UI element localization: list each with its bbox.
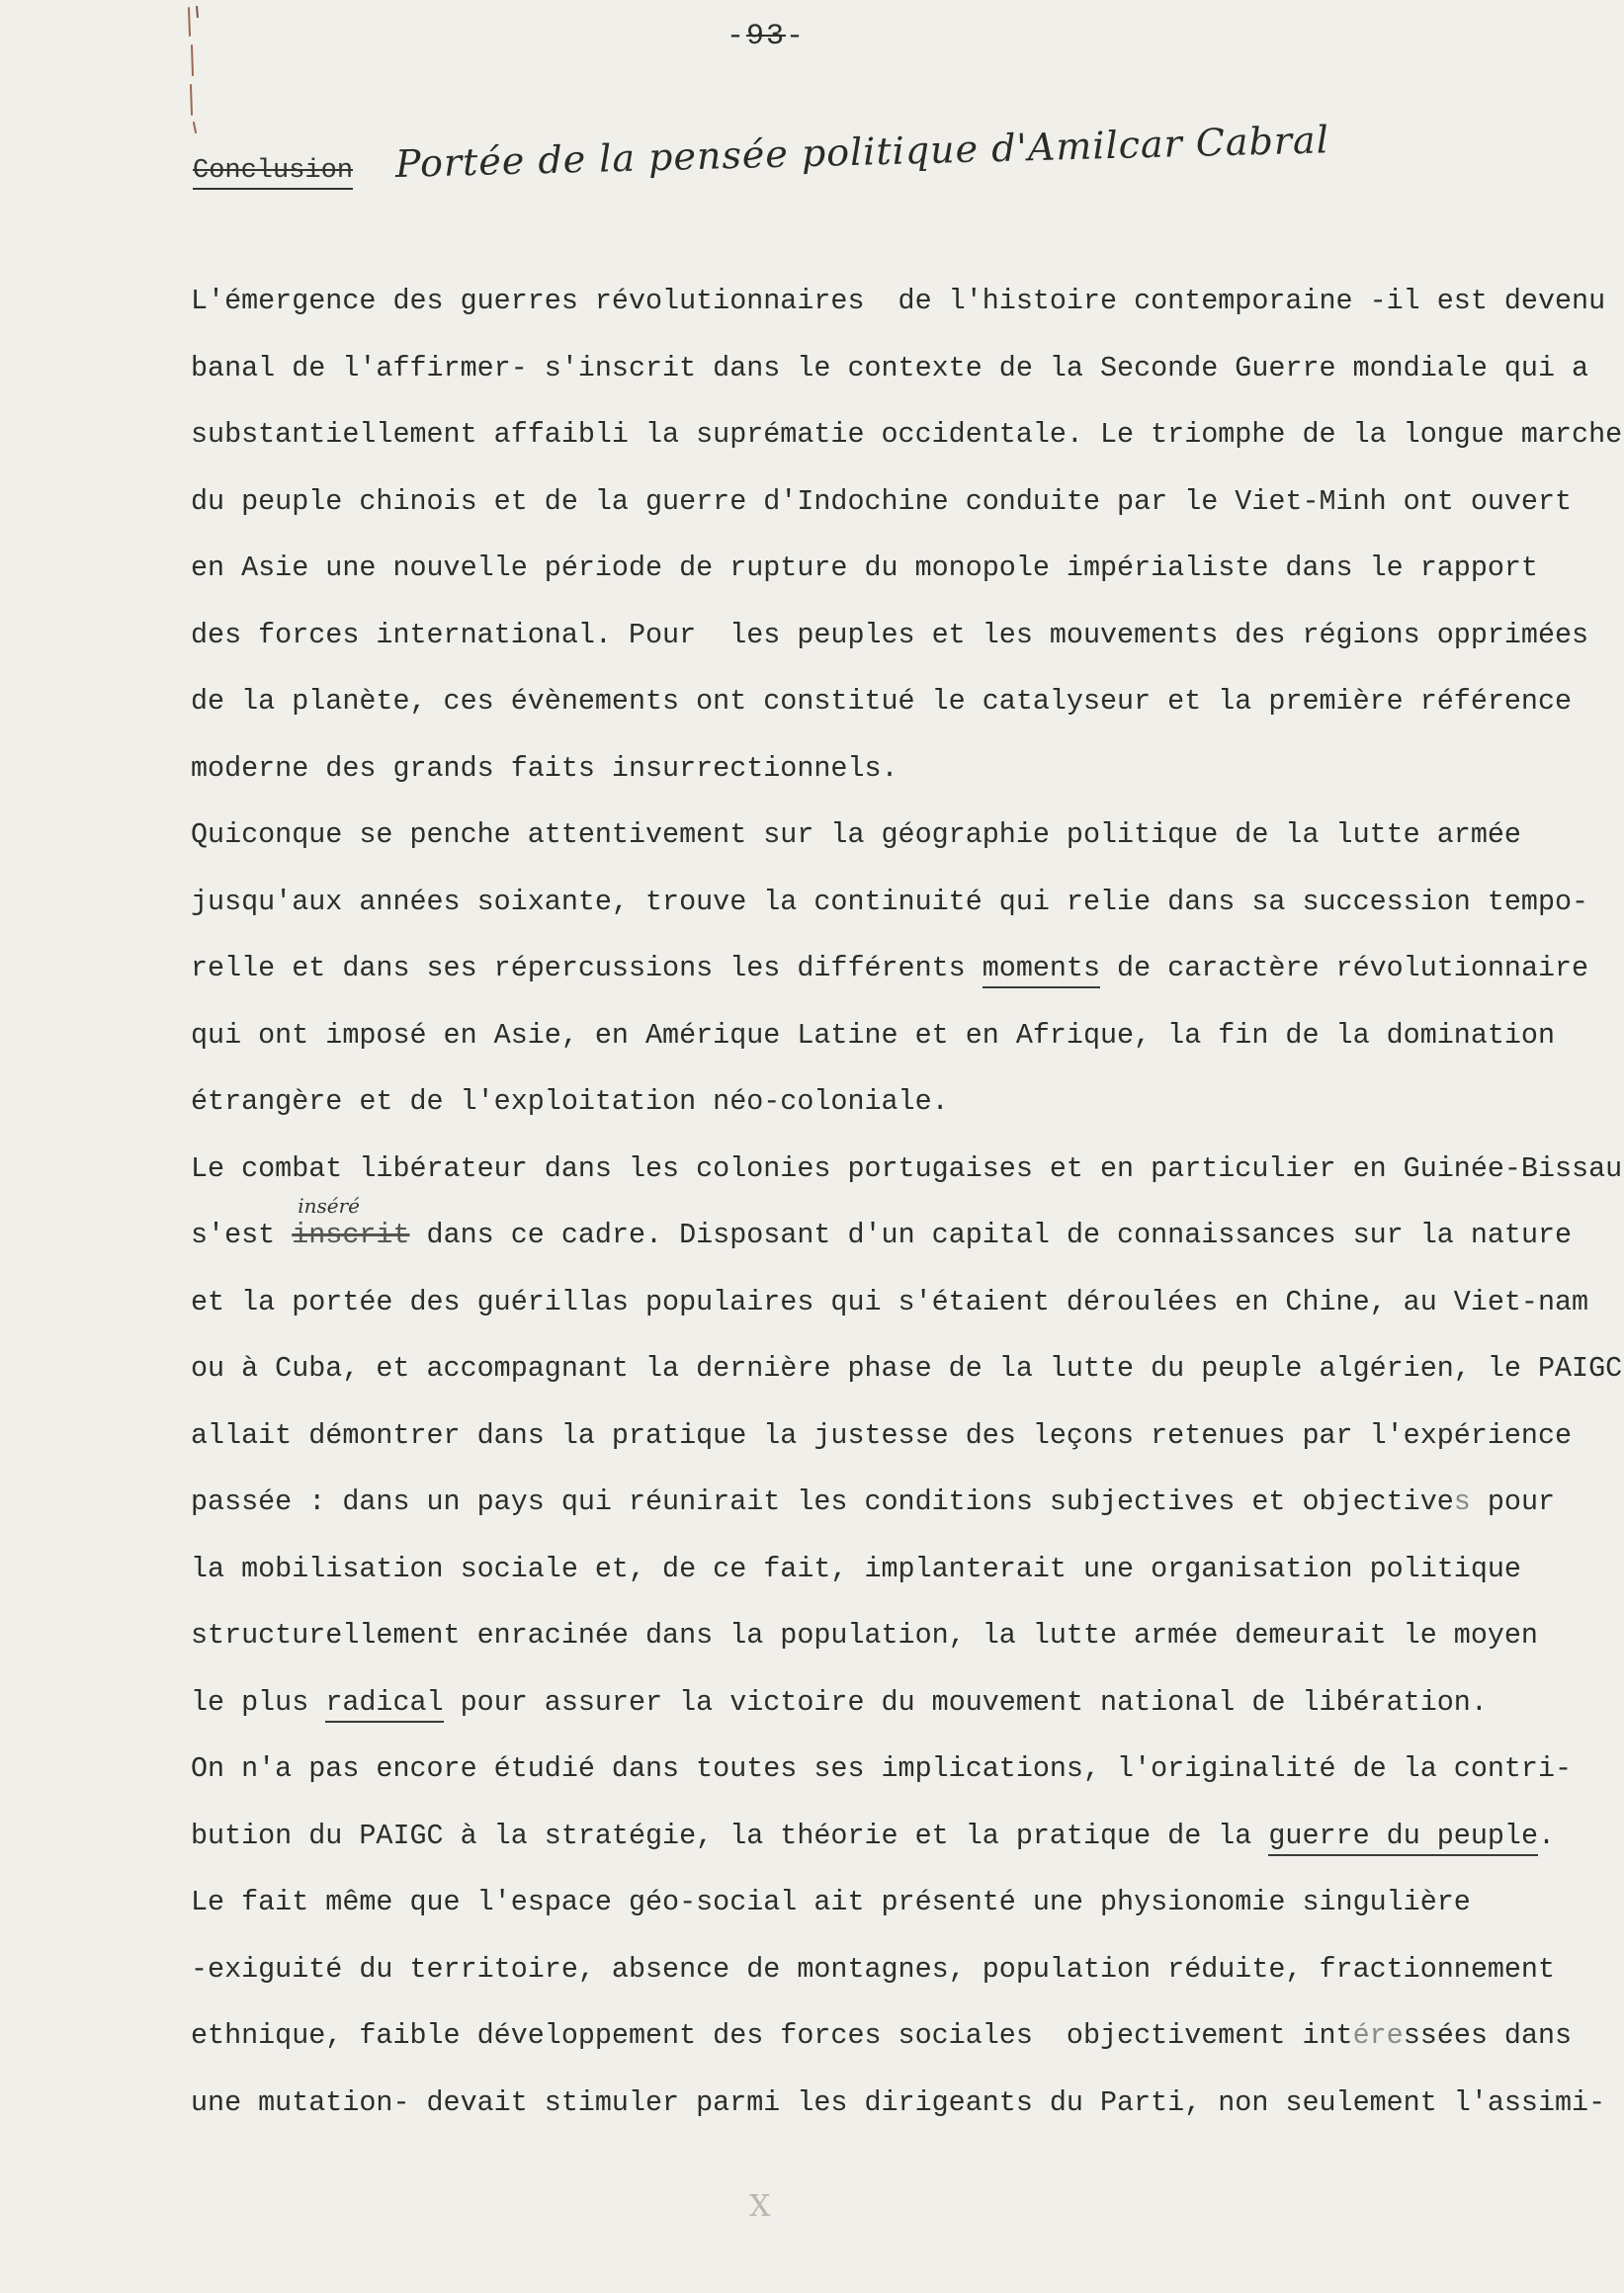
text-line [191, 815, 1614, 883]
text-line [191, 349, 1614, 416]
text-line [191, 749, 1614, 816]
text-segment: moderne des grands faits insurrectionnels. [191, 751, 898, 785]
underlined-text: moments [983, 952, 1100, 988]
text-segment: ethnique, faible développement des forces sociales objectivement int [191, 2019, 1353, 2052]
text-line [191, 1416, 1614, 1484]
section-heading [193, 118, 1330, 208]
text-line [191, 1883, 1614, 1950]
text-line [191, 415, 1623, 482]
text-segment: une mutation- devait stimuler parmi les dirigeants du Parti, non seulement l'assimi- [191, 2085, 1606, 2119]
text-segment: étrangère et de l'exploitation néo-coloniale. [191, 1085, 949, 1118]
handwritten-correction [292, 1194, 410, 1255]
text-segment: bution du PAIGC à la stratégie, la théorie et la pratique de la [191, 1819, 1269, 1852]
margin-pencil-mark [186, 6, 200, 134]
underlined-text: guerre du peuple [1268, 1820, 1538, 1856]
text-segment: le plus [191, 1685, 326, 1719]
text-line [191, 2083, 1614, 2151]
text-segment: . [1538, 1819, 1556, 1852]
text-line [191, 1016, 1614, 1083]
text-line [191, 1283, 1614, 1350]
text-segment: relle et dans ses répercussions les différents [191, 952, 983, 984]
text-segment: s'est [191, 1219, 293, 1251]
text-line [191, 949, 1614, 1016]
text-segment: substantiellement affaibli la suprématie occidentale. Le triomphe de la longue marche [191, 418, 1623, 451]
text-segment: Le combat libérateur dans les colonies portugaises et en particulier en Guinée-Bissau [191, 1151, 1623, 1185]
heading-struck-title: Conclusion [193, 156, 354, 186]
text-segment: -exiguité du territoire, absence de montagnes, population réduite, fractionnement [191, 1952, 1556, 1986]
faint-text: s [1453, 1486, 1471, 1518]
text-segment: en Asie une nouvelle période de rupture du monopole impérialiste dans le rapport [191, 552, 1538, 584]
text-line [191, 1149, 1623, 1217]
text-segment: ssées dans [1403, 2019, 1573, 2052]
page-number-struck: 93 [746, 20, 787, 53]
text-segment: et la portée des guérillas populaires qui s'étaient déroulées en Chine, au Viet-nam [191, 1285, 1589, 1318]
heading-handwritten-title: Portée de la pensée politique d'Amilcar Cabral [394, 118, 1330, 186]
footer-pencil-mark: X [749, 2189, 771, 2224]
text-line [191, 682, 1614, 749]
text-segment: qui ont imposé en Asie, en Amérique Latine et en Afrique, la fin de la domination [191, 1018, 1556, 1052]
body-text [191, 282, 1623, 2150]
text-line [191, 282, 1614, 349]
faint-text: ére [1352, 2019, 1404, 2052]
text-segment: passée : dans un pays qui réunirait les conditions subjectives et objective [191, 1486, 1454, 1518]
text-segment: On n'a pas encore étudié dans toutes ses implications, l'originalité de la contri- [191, 1752, 1573, 1785]
struck-word: inscrit [292, 1219, 410, 1251]
text-segment: L'émergence des guerres révolutionnaires de l'histoire contemporaine -il est devenu [191, 285, 1606, 317]
text-line [191, 1749, 1614, 1817]
text-segment: de la planète, ces évènements ont constitué le catalyseur et la première référence [191, 685, 1573, 718]
text-segment: jusqu'aux années soixante, trouve la continuité qui relie dans sa succession tempo- [191, 885, 1589, 918]
text-line [191, 482, 1614, 550]
text-line [191, 1683, 1614, 1750]
text-segment: structurellement enracinée dans la population, la lutte armée demeurait le moyen [191, 1619, 1538, 1652]
text-segment: banal de l'affirmer- s'inscrit dans le contexte de la Seconde Guerre mondiale qui a [191, 351, 1589, 384]
inserted-word: inséré [298, 1194, 361, 1218]
text-line [191, 549, 1614, 616]
text-line [191, 1483, 1614, 1550]
text-segment: Quiconque se penche attentivement sur la géographie politique de la lutte armée [191, 818, 1521, 851]
text-line [191, 1616, 1614, 1683]
text-line [191, 1082, 1614, 1149]
text-segment: dans ce cadre. Disposant d'un capital de connaissances sur la nature [409, 1219, 1573, 1251]
page-number: -93- [727, 20, 807, 53]
text-line [191, 1349, 1623, 1416]
text-segment: Le fait même que l'espace géo-social ait présenté une physionomie singulière [191, 1886, 1471, 1918]
text-line [191, 616, 1614, 683]
text-line [191, 883, 1614, 950]
text-segment: pour [1470, 1486, 1556, 1518]
underlined-text: radical [325, 1686, 443, 1723]
text-segment: des forces international. Pour les peuples et les mouvements des régions opprimées [191, 618, 1589, 651]
text-segment: pour assurer la victoire du mouvement national de libération. [443, 1685, 1488, 1719]
text-line [191, 1550, 1614, 1617]
text-segment: de caractère révolutionnaire [1100, 952, 1589, 984]
text-segment: ou à Cuba, et accompagnant la dernière phase de la lutte du peuple algérien, le PAIGC [191, 1352, 1623, 1385]
text-segment: du peuple chinois et de la guerre d'Indochine conduite par le Viet-Minh ont ouvert [191, 484, 1573, 518]
text-line [191, 1950, 1614, 2017]
text-segment: allait démontrer dans la pratique la justesse des leçons retenues par l'expérience [191, 1418, 1573, 1452]
text-line [191, 2016, 1614, 2083]
text-line [191, 1194, 1614, 1283]
text-line [191, 1817, 1614, 1884]
text-segment: la mobilisation sociale et, de ce fait, implanterait une organisation politique [191, 1552, 1521, 1585]
